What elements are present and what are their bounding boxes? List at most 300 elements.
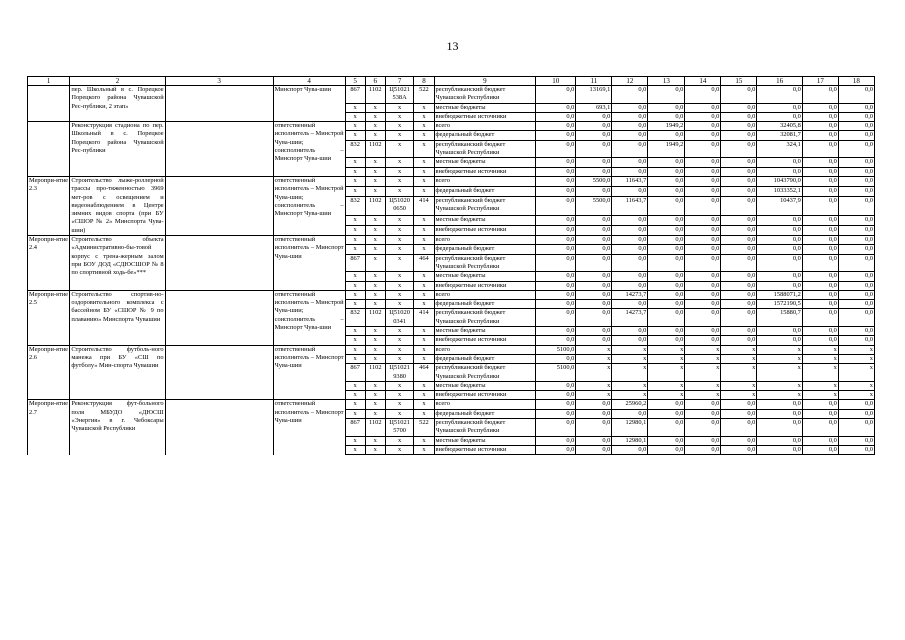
column-header: 10 [536, 77, 576, 86]
value-cell: x [385, 254, 414, 272]
funding-source-cell: федеральный бюджет [434, 300, 536, 309]
funding-source-cell: всего [434, 345, 536, 354]
column-header: 14 [685, 77, 721, 86]
value-cell: x [345, 336, 365, 345]
value-cell: 0,0 [802, 86, 838, 104]
value-cell: 0,0 [721, 86, 757, 104]
value-cell: 0,0 [685, 103, 721, 112]
value-cell: 0,0 [721, 167, 757, 176]
funding-source-cell: федеральный бюджет [434, 354, 536, 363]
value-cell: Ц51021 9380 [385, 364, 414, 382]
value-cell: Ц51021 5700 [385, 418, 414, 436]
value-cell: x [414, 215, 434, 225]
value-cell: 0,0 [757, 225, 803, 235]
value-cell: 0,0 [757, 281, 803, 290]
value-cell: 0,0 [576, 272, 612, 281]
value-cell: 0,0 [721, 400, 757, 409]
funding-source-cell: федеральный бюджет [434, 245, 536, 254]
value-cell: x [576, 345, 612, 354]
value-cell: 0,0 [721, 176, 757, 186]
value-cell: x [365, 391, 385, 400]
value-cell: 0,0 [802, 409, 838, 418]
value-cell: 32081,7 [757, 131, 803, 140]
value-cell: 1572190,5 [757, 300, 803, 309]
value-cell: x [757, 345, 803, 354]
value-cell: x [838, 391, 874, 400]
value-cell: x [414, 445, 434, 454]
value-cell: x [721, 354, 757, 363]
value-cell: 15880,7 [757, 309, 803, 327]
funding-source-cell: внебюджетные источники [434, 391, 536, 400]
value-cell: 0,0 [648, 418, 685, 436]
value-cell: 0,0 [838, 309, 874, 327]
value-cell: x [414, 290, 434, 299]
value-cell: 0,0 [648, 290, 685, 299]
value-cell: x [385, 112, 414, 121]
value-cell: 0,0 [536, 112, 576, 121]
value-cell: 0,0 [536, 272, 576, 281]
value-cell: 0,0 [536, 122, 576, 131]
value-cell: 0,0 [612, 186, 648, 196]
value-cell: x [385, 281, 414, 290]
value-cell: 0,0 [648, 131, 685, 140]
value-cell: x [385, 300, 414, 309]
value-cell: 0,0 [536, 300, 576, 309]
value-cell: 0,0 [685, 300, 721, 309]
value-cell: 0,0 [757, 86, 803, 104]
value-cell: 0,0 [802, 236, 838, 245]
value-cell: x [345, 215, 365, 225]
value-cell: x [385, 290, 414, 299]
column-header: 2 [70, 77, 165, 86]
value-cell: 0,0 [721, 236, 757, 245]
value-cell: 0,0 [757, 327, 803, 336]
table-row [28, 236, 875, 245]
event-name-cell: Строительство объекта «Административно-бы-товой корпус с трена-жерным залом при БОУ ДОД «СДЮСШОР № 8 по спортивной ходь-бе»*** [70, 236, 165, 291]
event-name-cell: Строительство футболь-ного манежа при БУ «СШ по футболу» Мин-спорта Чувашии [70, 345, 165, 400]
value-cell: 1102 [365, 309, 385, 327]
value-cell: 0,0 [576, 158, 612, 167]
value-cell: 0,0 [648, 445, 685, 454]
value-cell: 0,0 [685, 309, 721, 327]
value-cell: 522 [414, 86, 434, 104]
value-cell: 324,1 [757, 140, 803, 158]
value-cell: x [414, 436, 434, 445]
value-cell: 0,0 [838, 272, 874, 281]
value-cell: 0,0 [757, 215, 803, 225]
value-cell: 0,0 [612, 281, 648, 290]
value-cell: 0,0 [576, 281, 612, 290]
funding-source-cell: внебюджетные источники [434, 225, 536, 235]
value-cell: 0,0 [576, 245, 612, 254]
value-cell: 0,0 [612, 336, 648, 345]
value-cell: x [385, 336, 414, 345]
value-cell: 1102 [365, 140, 385, 158]
value-cell: x [685, 381, 721, 390]
value-cell: x [365, 436, 385, 445]
value-cell: 0,0 [721, 112, 757, 121]
value-cell: 0,0 [685, 140, 721, 158]
value-cell: 0,0 [536, 140, 576, 158]
value-cell: x [365, 381, 385, 390]
value-cell: 0,0 [648, 245, 685, 254]
value-cell: 0,0 [802, 445, 838, 454]
column-header: 8 [414, 77, 434, 86]
value-cell: x [576, 381, 612, 390]
value-cell: 0,0 [802, 122, 838, 131]
value-cell: x [685, 345, 721, 354]
value-cell: 0,0 [685, 245, 721, 254]
value-cell: 0,0 [576, 167, 612, 176]
value-cell: 0,0 [685, 400, 721, 409]
funding-source-cell: местные бюджеты [434, 103, 536, 112]
value-cell: x [721, 345, 757, 354]
value-cell: x [612, 381, 648, 390]
value-cell: 0,0 [536, 391, 576, 400]
value-cell: 0,0 [648, 186, 685, 196]
value-cell: 0,0 [536, 236, 576, 245]
value-cell: 0,0 [685, 272, 721, 281]
value-cell: 0,0 [612, 131, 648, 140]
value-cell: x [414, 225, 434, 235]
value-cell: 13169,1 [576, 86, 612, 104]
value-cell: 0,0 [536, 103, 576, 112]
column-header: 6 [365, 77, 385, 86]
column-header: 18 [838, 77, 874, 86]
value-cell: 0,0 [802, 140, 838, 158]
value-cell: 14273,7 [612, 290, 648, 299]
value-cell: 0,0 [685, 327, 721, 336]
value-cell: x [365, 186, 385, 196]
program-cell [165, 122, 273, 177]
value-cell: 0,0 [838, 290, 874, 299]
value-cell: x [414, 158, 434, 167]
value-cell: 0,0 [612, 409, 648, 418]
value-cell: 1588071,2 [757, 290, 803, 299]
value-cell: x [648, 391, 685, 400]
value-cell: x [802, 381, 838, 390]
value-cell: 0,0 [536, 290, 576, 299]
value-cell: x [414, 400, 434, 409]
program-cell [165, 86, 273, 122]
value-cell: 832 [345, 140, 365, 158]
value-cell: x [365, 236, 385, 245]
value-cell: x [345, 245, 365, 254]
value-cell: 0,0 [685, 254, 721, 272]
value-cell: Ц51021 538А [385, 86, 414, 104]
value-cell: 0,0 [576, 418, 612, 436]
value-cell: 0,0 [536, 186, 576, 196]
value-cell: 414 [414, 309, 434, 327]
value-cell: 1102 [365, 86, 385, 104]
value-cell: 0,0 [685, 158, 721, 167]
value-cell: 0,0 [576, 112, 612, 121]
page-number: 13 [446, 39, 459, 53]
funding-source-cell: местные бюджеты [434, 215, 536, 225]
funding-source-cell: республиканский бюджет Чувашской Республики [434, 418, 536, 436]
value-cell: 0,0 [802, 167, 838, 176]
value-cell: x [365, 254, 385, 272]
funding-source-cell: местные бюджеты [434, 327, 536, 336]
value-cell: 0,0 [576, 336, 612, 345]
value-cell: 0,0 [721, 409, 757, 418]
value-cell: x [414, 391, 434, 400]
value-cell: 0,0 [648, 167, 685, 176]
value-cell: x [385, 140, 414, 158]
value-cell: x [576, 354, 612, 363]
value-cell: 0,0 [612, 327, 648, 336]
value-cell: 0,0 [576, 445, 612, 454]
value-cell: 0,0 [757, 112, 803, 121]
funding-source-cell: республиканский бюджет Чувашской Республики [434, 86, 536, 104]
value-cell: 0,0 [576, 300, 612, 309]
value-cell: 0,0 [648, 409, 685, 418]
value-cell: 0,0 [802, 418, 838, 436]
value-cell: 0,0 [802, 158, 838, 167]
value-cell: x [685, 391, 721, 400]
value-cell: x [721, 364, 757, 382]
value-cell: 0,0 [648, 225, 685, 235]
value-cell: 5500,0 [576, 197, 612, 216]
value-cell: 0,0 [838, 236, 874, 245]
value-cell: x [385, 122, 414, 131]
value-cell: 0,0 [648, 215, 685, 225]
value-cell: x [414, 176, 434, 186]
value-cell: x [414, 140, 434, 158]
funding-source-cell: местные бюджеты [434, 381, 536, 390]
value-cell: x [757, 391, 803, 400]
value-cell: 0,0 [721, 327, 757, 336]
funding-source-cell: республиканский бюджет Чувашской Республики [434, 197, 536, 216]
funding-source-cell: местные бюджеты [434, 436, 536, 445]
funding-source-cell: федеральный бюджет [434, 409, 536, 418]
value-cell: x [838, 364, 874, 382]
value-cell: 0,0 [612, 122, 648, 131]
value-cell: x [345, 112, 365, 121]
column-header: 12 [612, 77, 648, 86]
value-cell: x [365, 176, 385, 186]
value-cell: 0,0 [536, 158, 576, 167]
funding-source-cell: внебюджетные источники [434, 445, 536, 454]
value-cell: 0,0 [648, 309, 685, 327]
value-cell: 0,0 [838, 197, 874, 216]
value-cell: x [345, 391, 365, 400]
value-cell: x [414, 167, 434, 176]
value-cell: 0,0 [536, 309, 576, 327]
value-cell: 14273,7 [612, 309, 648, 327]
value-cell: x [345, 131, 365, 140]
value-cell: 0,0 [576, 236, 612, 245]
value-cell: x [612, 345, 648, 354]
value-cell: 0,0 [685, 236, 721, 245]
value-cell: x [345, 281, 365, 290]
value-cell: 0,0 [648, 158, 685, 167]
value-cell: 0,0 [685, 336, 721, 345]
value-cell: 0,0 [685, 290, 721, 299]
program-cell [165, 345, 273, 400]
value-cell: 0,0 [576, 400, 612, 409]
event-code-cell: Меропри-ятие 2.7 [28, 400, 70, 455]
value-cell: 0,0 [612, 300, 648, 309]
value-cell: x [648, 364, 685, 382]
value-cell: x [345, 381, 365, 390]
column-header: 3 [165, 77, 273, 86]
value-cell: x [576, 364, 612, 382]
funding-source-cell: республиканский бюджет Чувашской Республики [434, 364, 536, 382]
funding-source-cell: местные бюджеты [434, 158, 536, 167]
value-cell: x [365, 122, 385, 131]
value-cell: 0,0 [721, 186, 757, 196]
value-cell: x [414, 300, 434, 309]
value-cell: 0,0 [685, 112, 721, 121]
value-cell: 0,0 [685, 225, 721, 235]
value-cell: 0,0 [612, 236, 648, 245]
value-cell: 0,0 [576, 215, 612, 225]
value-cell: 0,0 [757, 445, 803, 454]
value-cell: x [345, 354, 365, 363]
value-cell: 1033352,1 [757, 186, 803, 196]
value-cell: 0,0 [721, 215, 757, 225]
value-cell: 0,0 [685, 215, 721, 225]
value-cell: 0,0 [536, 197, 576, 216]
value-cell: 0,0 [721, 309, 757, 327]
event-code-cell: Меропри-ятие 2.3 [28, 176, 70, 235]
value-cell: 0,0 [576, 327, 612, 336]
value-cell: 0,0 [721, 281, 757, 290]
value-cell: 0,0 [685, 131, 721, 140]
value-cell: 0,0 [612, 225, 648, 235]
value-cell: 0,0 [536, 327, 576, 336]
value-cell: x [685, 354, 721, 363]
value-cell: 0,0 [802, 254, 838, 272]
value-cell: 0,0 [648, 327, 685, 336]
value-cell: 12980,1 [612, 418, 648, 436]
value-cell: 0,0 [648, 176, 685, 186]
column-header: 11 [576, 77, 612, 86]
value-cell: 0,0 [757, 272, 803, 281]
value-cell: 0,0 [685, 186, 721, 196]
table-row [28, 400, 875, 409]
funding-source-cell: республиканский бюджет Чувашской Республики [434, 254, 536, 272]
value-cell: 5100,0 [536, 345, 576, 354]
value-cell: x [414, 245, 434, 254]
value-cell: 0,0 [685, 122, 721, 131]
value-cell: 0,0 [838, 327, 874, 336]
value-cell: 0,0 [802, 103, 838, 112]
value-cell: 0,0 [612, 272, 648, 281]
column-header: 1 [28, 77, 70, 86]
value-cell: x [721, 391, 757, 400]
funding-source-cell: федеральный бюджет [434, 186, 536, 196]
value-cell: x [385, 354, 414, 363]
value-cell: x [385, 345, 414, 354]
value-cell: 0,0 [721, 122, 757, 131]
value-cell: 0,0 [576, 186, 612, 196]
executor-cell: ответственный исполнитель – Минспорт Чува-шии [273, 236, 345, 291]
value-cell: 1949,2 [648, 122, 685, 131]
funding-source-cell: федеральный бюджет [434, 131, 536, 140]
value-cell: 0,0 [576, 436, 612, 445]
value-cell: 0,0 [757, 400, 803, 409]
value-cell: 0,0 [536, 381, 576, 390]
value-cell: x [802, 391, 838, 400]
value-cell: 0,0 [721, 131, 757, 140]
value-cell: 0,0 [685, 176, 721, 186]
value-cell: 0,0 [576, 131, 612, 140]
value-cell: 0,0 [802, 215, 838, 225]
value-cell: x [345, 409, 365, 418]
value-cell: 0,0 [721, 336, 757, 345]
value-cell: 0,0 [536, 418, 576, 436]
column-header: 17 [802, 77, 838, 86]
column-header: 13 [648, 77, 685, 86]
value-cell: 5100,0 [536, 364, 576, 382]
value-cell: x [385, 131, 414, 140]
value-cell: x [721, 381, 757, 390]
event-code-cell: Меропри-ятие 2.6 [28, 345, 70, 400]
program-cell [165, 290, 273, 345]
event-name-cell: Строительство спортив-но-оздоровительного комплекса с бассейном БУ «СШОР № 9 по плаванию» Минспорта Чувашии [70, 290, 165, 345]
column-header: 9 [434, 77, 536, 86]
value-cell: x [648, 354, 685, 363]
program-cell [165, 236, 273, 291]
value-cell: x [365, 300, 385, 309]
value-cell: 0,0 [802, 281, 838, 290]
value-cell: 0,0 [648, 112, 685, 121]
value-cell: 0,0 [685, 418, 721, 436]
executor-cell: ответственный исполнитель – Минстрой Чува-шии; соисполнитель – Минспорт Чува-шии [273, 290, 345, 345]
value-cell: x [612, 354, 648, 363]
value-cell: 0,0 [838, 281, 874, 290]
value-cell: 0,0 [838, 300, 874, 309]
value-cell: 0,0 [576, 122, 612, 131]
funding-source-cell: республиканский бюджет Чувашской Республики [434, 140, 536, 158]
value-cell: 0,0 [612, 215, 648, 225]
funding-source-cell: внебюджетные источники [434, 167, 536, 176]
value-cell: x [414, 336, 434, 345]
value-cell: 1102 [365, 418, 385, 436]
value-cell: 0,0 [612, 254, 648, 272]
value-cell: 0,0 [838, 245, 874, 254]
value-cell: 0,0 [838, 112, 874, 121]
value-cell: x [648, 381, 685, 390]
value-cell: x [414, 112, 434, 121]
value-cell: x [365, 281, 385, 290]
event-name-cell: Реконструкция стадиона по пер. Школьный в с. Порецкое Порецкого района Чувашской Рес-публики [70, 122, 165, 177]
funding-source-cell: всего [434, 236, 536, 245]
value-cell: 464 [414, 254, 434, 272]
funding-source-cell: местные бюджеты [434, 272, 536, 281]
value-cell: x [345, 158, 365, 167]
value-cell: x [385, 327, 414, 336]
executor-cell: ответственный исполнитель – Минспорт Чува-шии [273, 345, 345, 400]
value-cell: x [414, 122, 434, 131]
value-cell: 0,0 [838, 158, 874, 167]
value-cell: 0,0 [838, 400, 874, 409]
funding-source-cell: внебюджетные источники [434, 336, 536, 345]
value-cell: 0,0 [721, 158, 757, 167]
value-cell: 0,0 [757, 158, 803, 167]
value-cell: x [414, 381, 434, 390]
value-cell: 522 [414, 418, 434, 436]
value-cell: x [365, 345, 385, 354]
column-header: 16 [757, 77, 803, 86]
value-cell: 0,0 [721, 140, 757, 158]
value-cell: x [757, 354, 803, 363]
value-cell: x [576, 391, 612, 400]
value-cell: x [365, 215, 385, 225]
value-cell: 0,0 [757, 418, 803, 436]
